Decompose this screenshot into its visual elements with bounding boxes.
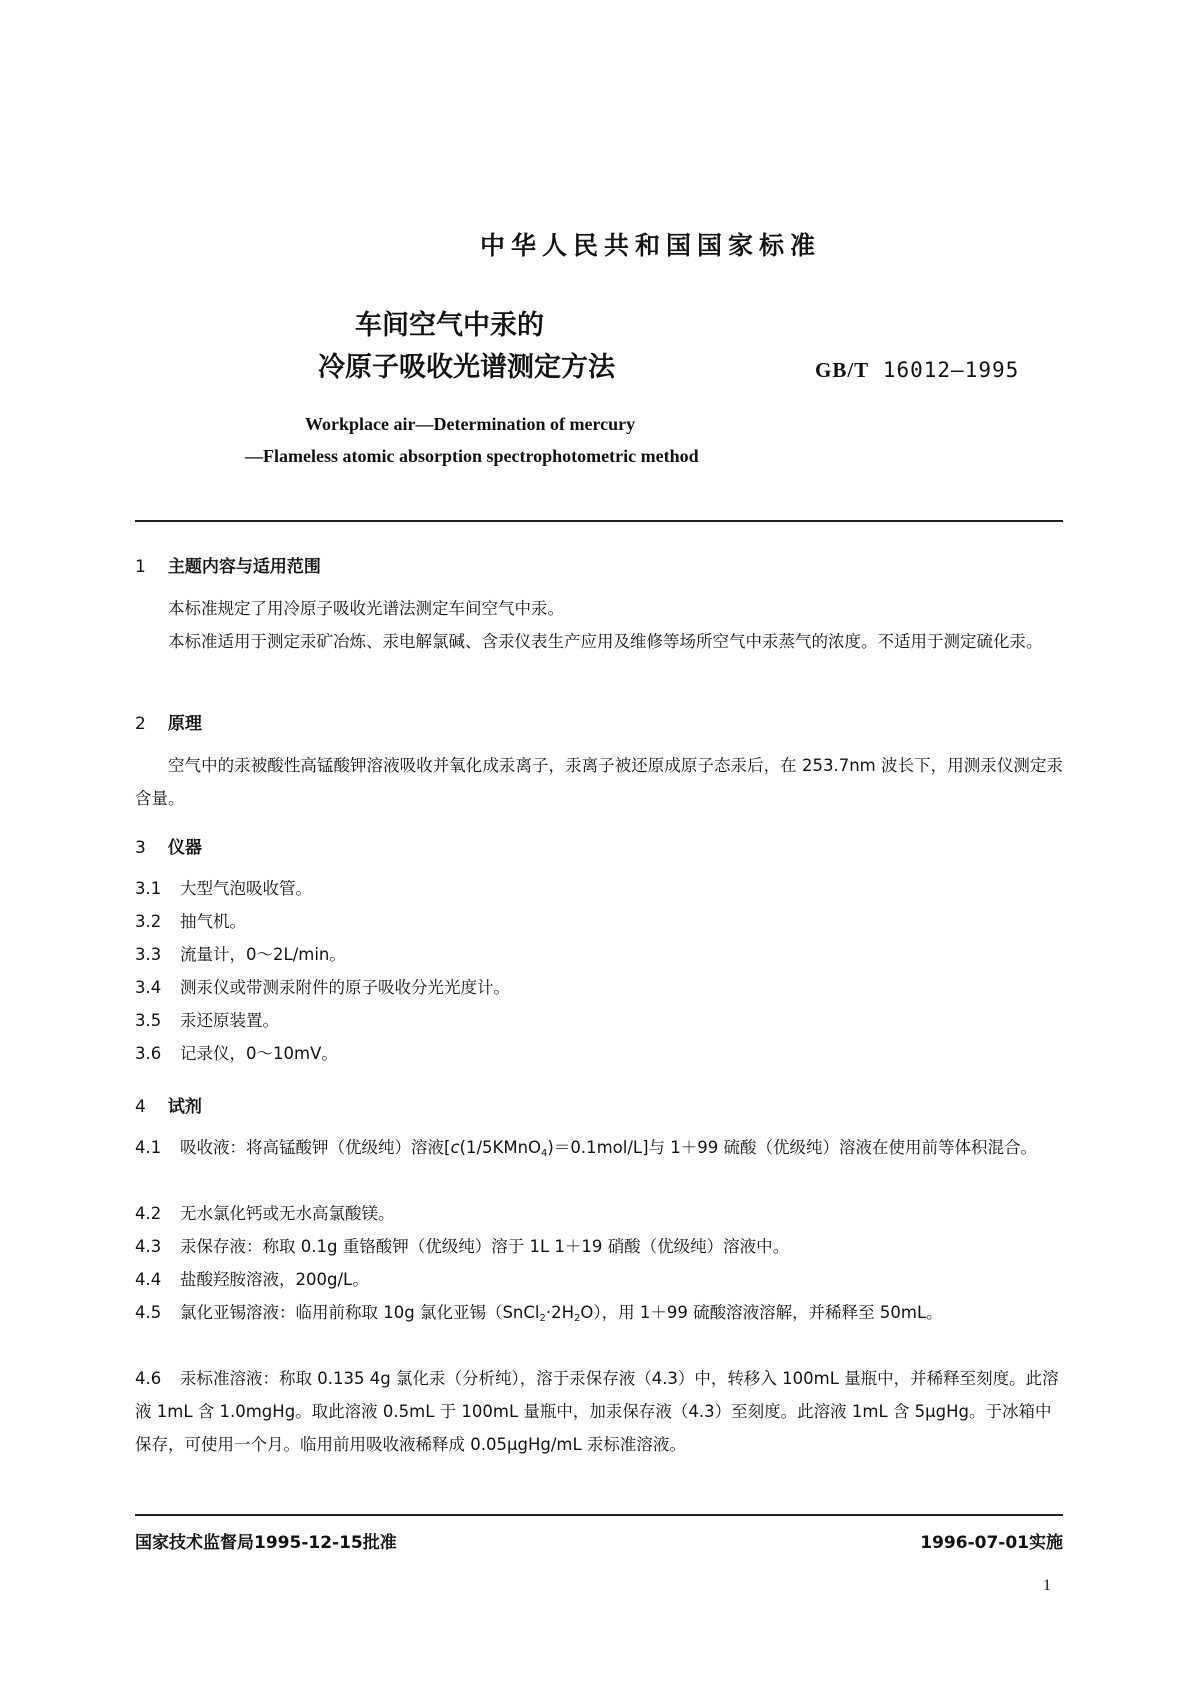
section-1-paragraph-2: 本标准适用于测定汞矿冶炼、汞电解氯碱、含汞仪表生产应用及维修等场所空气中汞蒸气的浓度。不适用于测定硫化汞。 xyxy=(168,632,1043,651)
list-item-4-6 xyxy=(135,1362,1063,1461)
effective-date: 1996-07-01实施 xyxy=(920,1533,1063,1553)
item-number: 4.2 xyxy=(135,1204,162,1223)
item-text: ·2H xyxy=(545,1303,575,1322)
item-number: 3.6 xyxy=(135,1044,162,1063)
item-text: 流量计，0～2L/min。 xyxy=(180,945,346,964)
title-cn-line2: 冷原子吸收光谱测定方法 xyxy=(318,352,615,383)
item-number: 4.1 xyxy=(135,1138,162,1157)
title-en-line1: Workplace air—Determination of mercury xyxy=(305,414,636,434)
item-text: 盐酸羟胺溶液，200g/L。 xyxy=(180,1270,369,1289)
concentration-symbol: c xyxy=(450,1138,460,1157)
subscript: 2 xyxy=(574,1313,581,1324)
list-item-3-3 xyxy=(135,938,1063,971)
page-number: 1 xyxy=(1043,1577,1051,1594)
item-text: 汞标准溶液：称取 0.135 4g 氯化汞（分析纯），溶于汞保存液（4.3）中，转移入 100mL 量瓶中，并稀释至刻度。此溶液 1mL 含 1.0mgHg。取此溶液 0.5mL 于 100mL 量瓶中，加汞保存液（4.3）至刻度。此溶液 1mL 含 5μgHg。于冰箱中保存，可使用一个月。临用前用吸收液稀释成 0.05μgHg/mL 汞标准溶液。 xyxy=(135,1369,1059,1454)
section-2-paragraph-1: 空气中的汞被酸性高锰酸钾溶液吸收并氧化成汞离子，汞离子被还原成原子态汞后，在 253.7nm 波长下，用测汞仪测定汞含量。 xyxy=(135,756,1063,808)
section-number: 4 xyxy=(135,1097,146,1117)
standard-number: 16012—1995 xyxy=(882,358,1020,382)
standard-code xyxy=(815,358,1019,383)
header-divider xyxy=(135,520,1063,522)
item-text: 汞保存液：称取 0.1g 重铬酸钾（优级纯）溶于 1L 1＋19 硝酸（优级纯）溶液中。 xyxy=(180,1237,790,1256)
list-item-4-2 xyxy=(135,1197,1063,1230)
list-item-3-1 xyxy=(135,872,1063,905)
item-number: 3.1 xyxy=(135,879,162,898)
item-text: )＝0.1mol/L]与 1＋99 硫酸（优级纯）溶液在使用前等体积混合。 xyxy=(547,1138,1037,1157)
item-number: 3.2 xyxy=(135,912,162,931)
list-item-3-2 xyxy=(135,905,1063,938)
section-number: 3 xyxy=(135,838,146,858)
section-number: 1 xyxy=(135,557,146,577)
list-item-4-1 xyxy=(135,1131,1063,1170)
item-number: 3.5 xyxy=(135,1011,162,1030)
item-number: 4.3 xyxy=(135,1237,162,1256)
item-number: 3.4 xyxy=(135,978,162,997)
item-text: (1/5KMnO xyxy=(459,1138,542,1157)
list-item-3-4 xyxy=(135,971,1063,1004)
section-title: 仪器 xyxy=(167,838,202,858)
item-text: O），用 1＋99 硫酸溶液溶解，并稀释至 50mL。 xyxy=(580,1303,943,1322)
item-text: 氯化亚锡溶液：临用前称取 10g 氯化亚锡（SnCl xyxy=(180,1303,540,1322)
national-standard-heading: 中华人民共和国国家标准 xyxy=(479,231,821,260)
approval-date: 国家技术监督局1995-12-15批准 xyxy=(135,1533,397,1553)
item-text: 无水氯化钙或无水高氯酸镁。 xyxy=(180,1204,395,1223)
section-4-heading xyxy=(135,1092,202,1117)
section-title: 主题内容与适用范围 xyxy=(167,557,321,577)
list-item-3-6 xyxy=(135,1037,1063,1070)
item-number: 4.5 xyxy=(135,1303,162,1322)
item-text: 测汞仪或带测汞附件的原子吸收分光光度计。 xyxy=(180,978,510,997)
list-item-4-4 xyxy=(135,1263,1063,1296)
item-number: 3.3 xyxy=(135,945,162,964)
section-1-paragraph-1: 本标准规定了用冷原子吸收光谱法测定车间空气中汞。 xyxy=(168,599,564,618)
item-text: 大型气泡吸收管。 xyxy=(180,879,312,898)
title-en-line2: —Flameless atomic absorption spectrophotometric method xyxy=(245,446,699,466)
list-item-4-5 xyxy=(135,1296,1063,1335)
footer-divider xyxy=(135,1514,1063,1516)
section-title: 试剂 xyxy=(167,1097,202,1117)
section-3-heading xyxy=(135,833,202,858)
item-number: 4.4 xyxy=(135,1270,162,1289)
section-2-heading xyxy=(135,709,202,734)
item-text: 抽气机。 xyxy=(180,912,246,931)
list-item-4-3 xyxy=(135,1230,1063,1263)
item-text: 记录仪，0～10mV。 xyxy=(180,1044,338,1063)
item-number: 4.6 xyxy=(135,1369,162,1388)
section-1-heading xyxy=(135,552,321,577)
standard-prefix: GB/T xyxy=(815,358,870,382)
item-text: 吸收液：将高锰酸钾（优级纯）溶液[ xyxy=(180,1138,451,1157)
section-number: 2 xyxy=(135,714,146,734)
title-cn-line1: 车间空气中汞的 xyxy=(355,310,544,341)
list-item-3-5 xyxy=(135,1004,1063,1037)
item-text: 汞还原装置。 xyxy=(180,1011,279,1030)
subscript: 2 xyxy=(539,1313,546,1324)
section-title: 原理 xyxy=(167,714,202,734)
subscript: 4 xyxy=(541,1148,548,1159)
